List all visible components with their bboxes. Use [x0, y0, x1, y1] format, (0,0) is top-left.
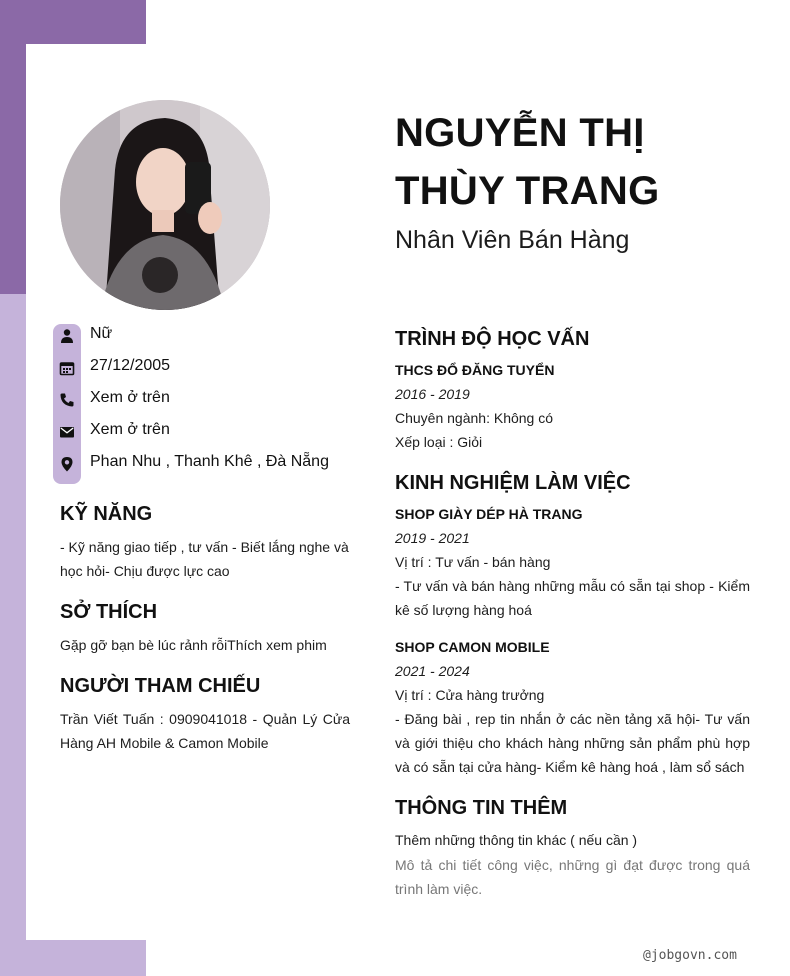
job-company: SHOP CAMON MOBILE — [395, 639, 550, 655]
footer-watermark: @jobgovn.com — [643, 948, 737, 963]
hobbies-heading: SỞ THÍCH — [60, 601, 158, 623]
education-period: 2016 - 2019 — [395, 386, 470, 402]
skills-text: - Kỹ năng giao tiếp , tư vấn - Biết lắng nghe và học hỏi- Chịu được lực cao — [60, 539, 349, 579]
job-description: - Tư vấn và bán hàng những mẫu có sẵn tại shop - Kiểm kê số lượng hàng hoá — [395, 578, 750, 618]
education-major: Chuyên ngành: Không có — [395, 410, 554, 426]
job-period: 2019 - 2021 — [395, 530, 470, 546]
job-company: SHOP GIÀY DÉP HÀ TRANG — [395, 506, 583, 522]
contact-birthdate — [53, 354, 353, 382]
reference-heading: NGƯỜI THAM CHIẾU — [60, 675, 261, 697]
job-period: 2021 - 2024 — [395, 663, 470, 679]
additional-heading: THÔNG TIN THÊM — [395, 797, 568, 819]
experience-heading: KINH NGHIỆM LÀM VIỆC — [395, 472, 631, 494]
contact-gender-text: Nữ — [90, 325, 113, 342]
job-position: Vị trí : Cửa hàng trưởng — [395, 687, 545, 703]
education-school: THCS ĐỔ ĐĂNG TUYỂN — [395, 362, 555, 378]
contact-address-text: Phan Nhu , Thanh Khê , Đà Nẵng — [90, 453, 329, 470]
job-description: - Đăng bài , rep tin nhắn ở các nền tảng xã hội- Tư vấn và giới thiệu cho khách hàng những sản phẩm phù hợp và có sẵn tại cửa hàng- Kiểm kê hàng hoá , làm sổ sách — [395, 711, 750, 775]
candidate-title: Nhân Viên Bán Hàng — [395, 226, 630, 254]
additional-hint: Mô tả chi tiết công việc, những gì đạt được trong quá trình làm việc. — [395, 857, 750, 897]
person-icon — [59, 328, 75, 344]
skills-heading: KỸ NĂNG — [60, 503, 153, 525]
contact-gender — [53, 322, 353, 350]
profile-photo — [60, 100, 270, 310]
contact-birthdate-text: 27/12/2005 — [90, 357, 171, 374]
calendar-icon — [59, 360, 75, 376]
location-pin-icon — [59, 456, 75, 472]
reference-text: Trần Viết Tuấn : 0909041018 - Quản Lý Cửa Hàng AH Mobile & Camon Mobile — [60, 711, 350, 751]
contact-email — [53, 418, 353, 446]
hobbies-text: Gặp gỡ bạn bè lúc rảnh rỗiThích xem phim — [60, 637, 327, 653]
contact-phone-text: Xem ở trên — [90, 389, 170, 406]
education-rank: Xếp loại : Giỏi — [395, 434, 483, 450]
education-heading: TRÌNH ĐỘ HỌC VẤN — [395, 328, 590, 350]
mail-icon — [59, 424, 75, 440]
job-position: Vị trí : Tư vấn - bán hàng — [395, 554, 551, 570]
contact-phone — [53, 386, 353, 414]
additional-text: Thêm những thông tin khác ( nếu cần ) — [395, 832, 638, 848]
phone-icon — [59, 392, 75, 408]
contact-address — [53, 450, 353, 478]
candidate-name: NGUYỄN THỊ THÙY TRANG — [395, 111, 660, 213]
contact-email-text: Xem ở trên — [90, 421, 170, 438]
